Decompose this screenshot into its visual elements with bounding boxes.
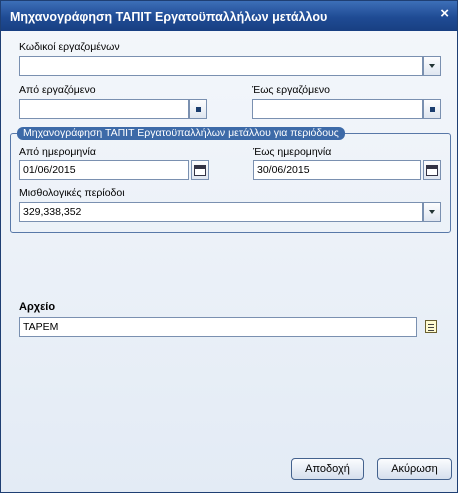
to-date-label: Έως ημερομηνία [253, 146, 332, 158]
payroll-periods-input[interactable]: 329,338,352 [19, 202, 423, 222]
close-icon[interactable]: × [440, 5, 449, 22]
to-employee-input[interactable] [252, 99, 423, 119]
lookup-icon [196, 107, 201, 112]
employee-codes-label: Κωδικοί εργαζομένων [19, 41, 120, 53]
title-bar [1, 1, 457, 31]
from-date-label: Από ημερομηνία [19, 146, 96, 158]
to-date-calendar-button[interactable] [423, 160, 441, 180]
employee-codes-input[interactable] [19, 56, 423, 76]
period-group-title: Μηχανογράφηση ΤΑΠΙΤ Εργατοϋπαλλήλων μετάλλου για περιόδους [17, 127, 345, 140]
window-title: Μηχανογράφηση ΤΑΠΙΤ Εργατοϋπαλλήλων μετάλλου [10, 10, 328, 24]
to-date-input[interactable]: 30/06/2015 [253, 160, 421, 180]
accept-button[interactable]: Αποδοχή [291, 458, 364, 480]
payroll-periods-label: Μισθολογικές περίοδοι [19, 187, 125, 199]
file-label: Αρχείο [19, 301, 56, 313]
calendar-icon [426, 165, 438, 176]
chevron-down-icon [429, 210, 435, 214]
from-employee-lookup-button[interactable] [189, 99, 207, 119]
to-employee-label: Έως εργαζόμενο [252, 84, 330, 96]
employee-codes-dropdown-button[interactable] [423, 56, 441, 76]
lookup-icon [430, 107, 435, 112]
from-date-calendar-button[interactable] [191, 160, 209, 180]
file-browse-icon[interactable] [425, 320, 437, 333]
file-input[interactable]: ΤΑΡΕΜ [19, 317, 417, 337]
payroll-periods-dropdown-button[interactable] [423, 202, 441, 222]
from-employee-input[interactable] [19, 99, 189, 119]
from-date-input[interactable]: 01/06/2015 [19, 160, 189, 180]
calendar-icon [194, 165, 206, 176]
to-employee-lookup-button[interactable] [423, 99, 441, 119]
chevron-down-icon [429, 64, 435, 68]
from-employee-label: Από εργαζόμενο [19, 84, 96, 96]
cancel-button[interactable]: Ακύρωση [377, 458, 452, 480]
